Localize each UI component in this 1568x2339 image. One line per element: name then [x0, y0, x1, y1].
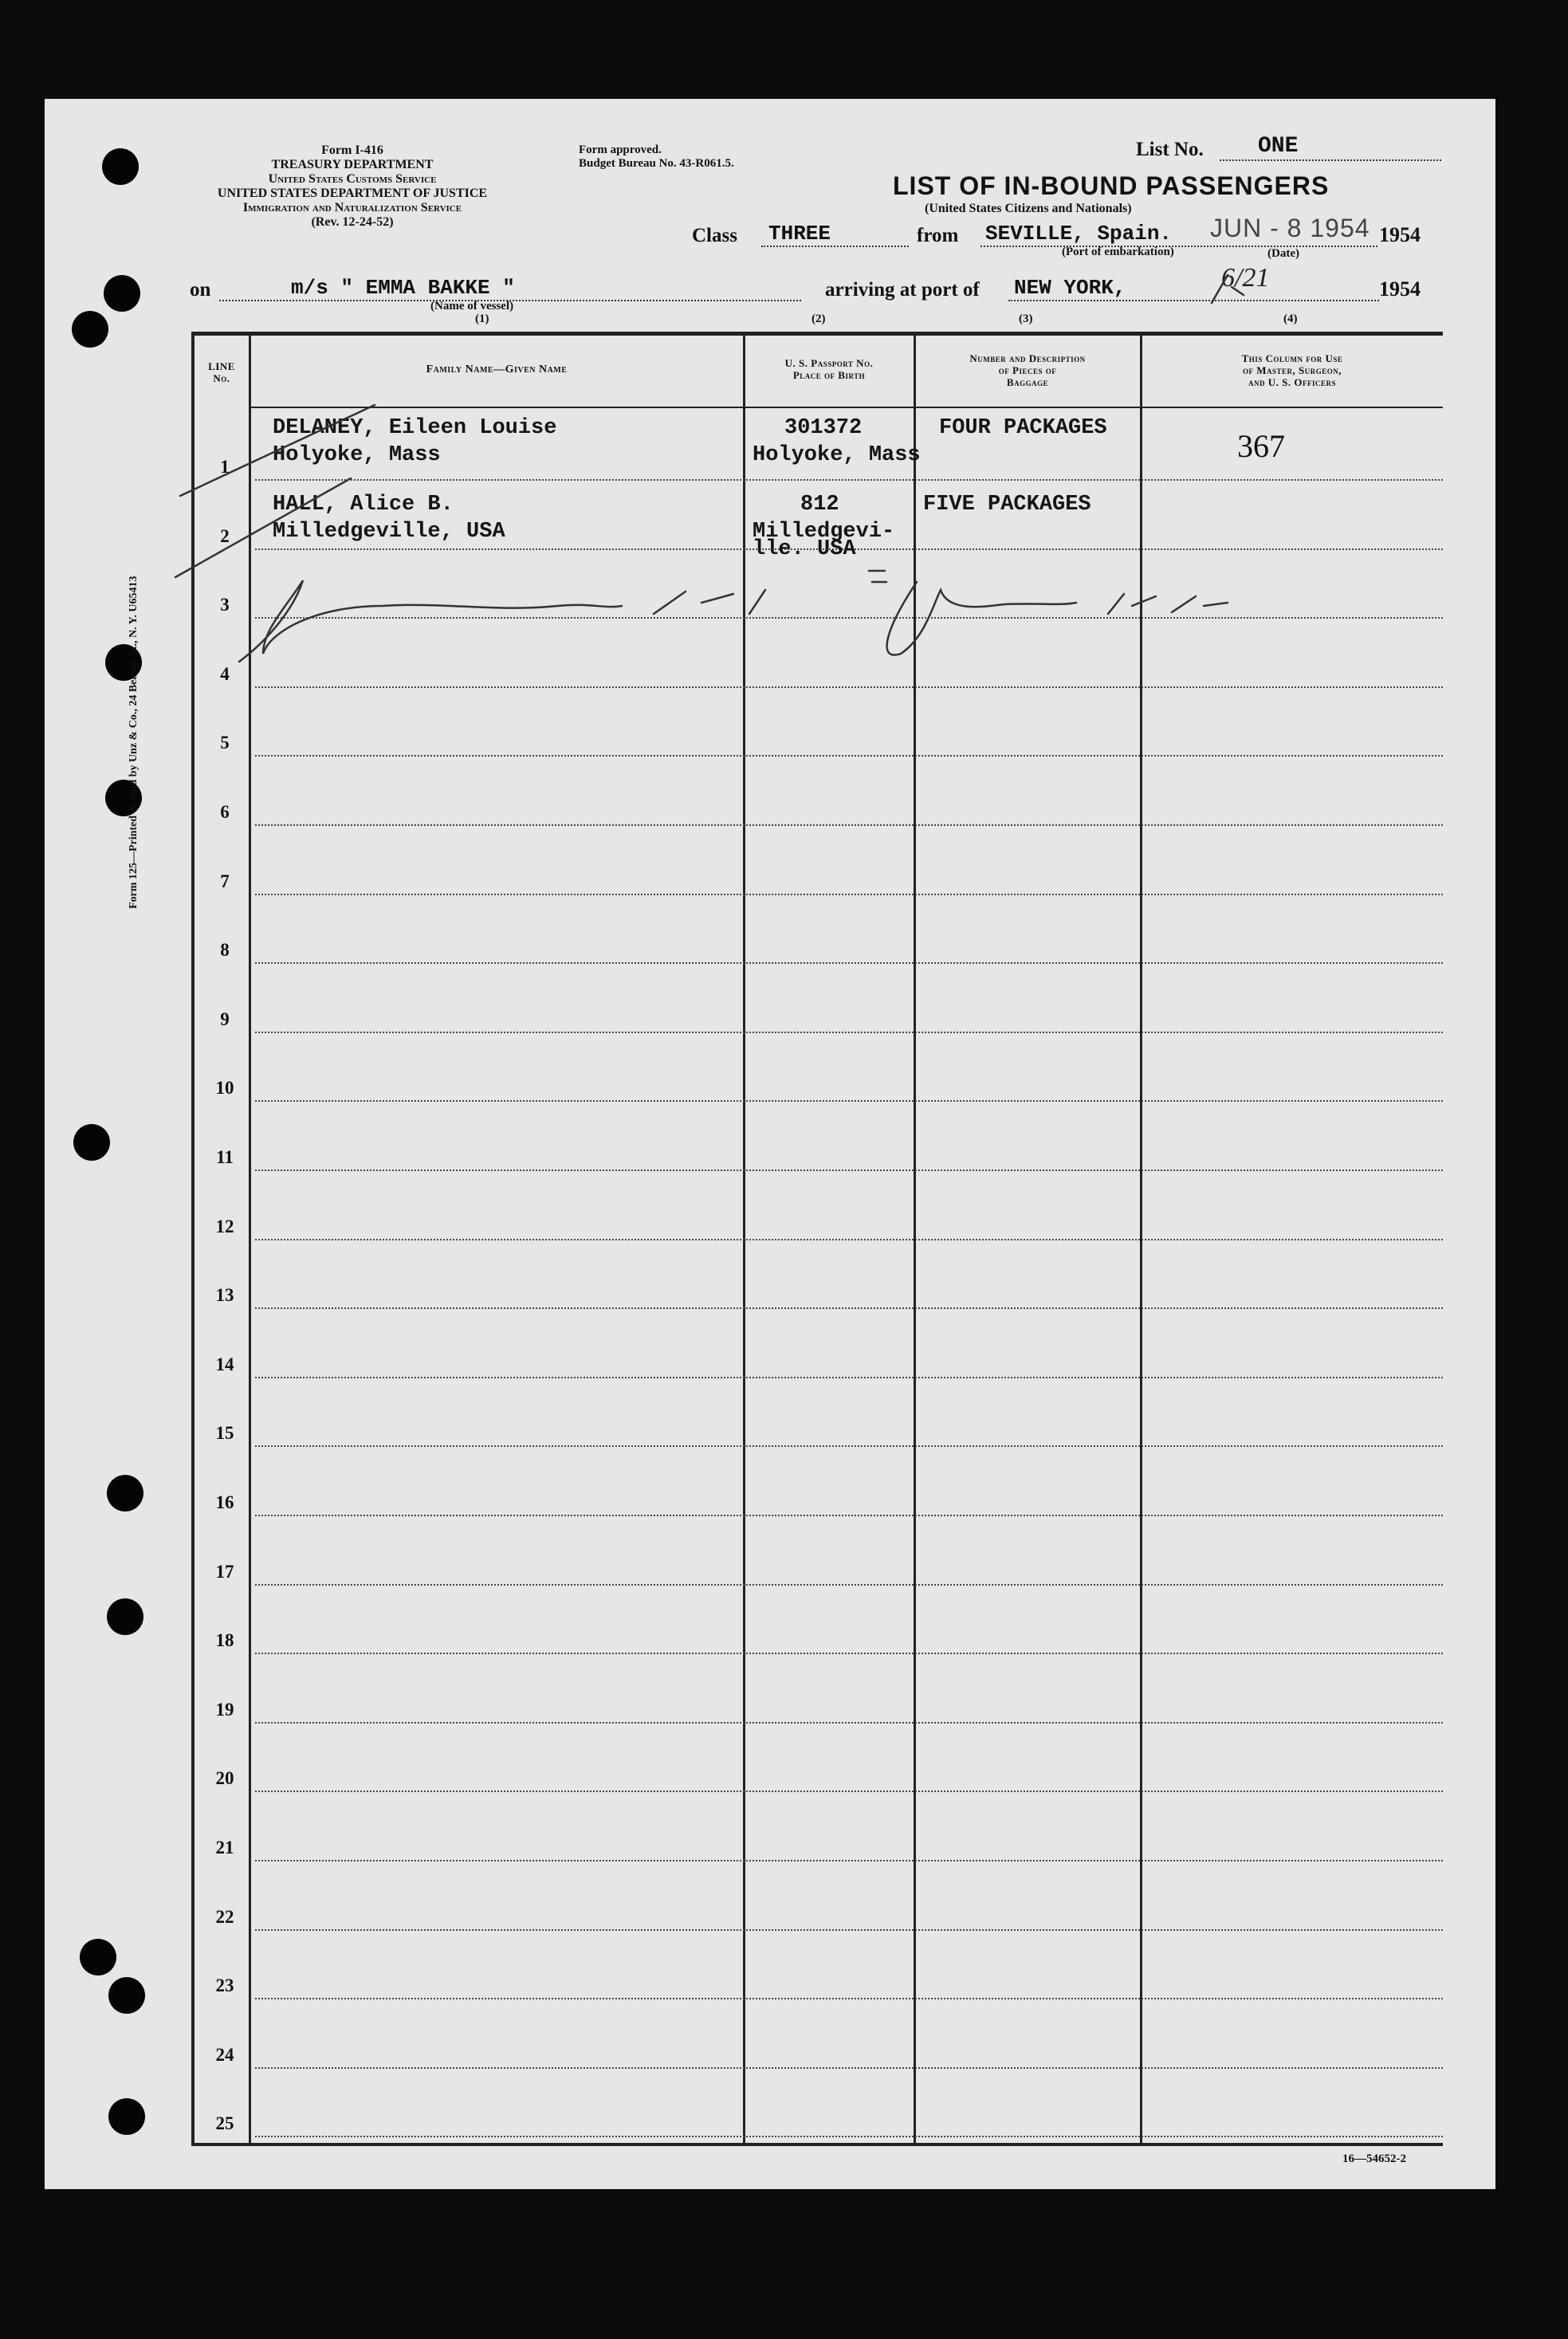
- list-no-label: List No.: [1136, 139, 1204, 160]
- arriving-label: arriving at port of: [825, 279, 980, 301]
- row-2-name-residence: Milledgeville, USA: [273, 520, 505, 544]
- line-number: 3: [220, 595, 230, 615]
- handwritten-fraction: [869, 571, 886, 582]
- line-number: 10: [215, 1078, 234, 1099]
- row-2-name-primary: HALL, Alice B.: [273, 493, 454, 517]
- line-number: 23: [215, 1975, 234, 1996]
- ins-service: Immigration and Naturalization Service: [242, 201, 462, 214]
- treasury-dept: TREASURY DEPARTMENT: [271, 158, 434, 171]
- line-number: 6: [220, 802, 230, 822]
- from-label: from: [917, 225, 959, 246]
- line-number: 22: [215, 1906, 234, 1927]
- col-num-1: (1): [475, 313, 489, 325]
- row-2-passport-no: 812: [800, 493, 839, 517]
- date-stamp: JUN - 8 1954: [1210, 214, 1370, 242]
- line-number: 11: [216, 1147, 234, 1167]
- form-number: Form I-416: [321, 143, 383, 157]
- header-name: Family Name—Given Name: [426, 364, 568, 375]
- revision: (Rev. 12-24-52): [311, 215, 394, 229]
- line-number: 19: [215, 1699, 234, 1720]
- customs-service: United States Customs Service: [268, 172, 437, 186]
- line-number: 9: [220, 1008, 230, 1029]
- header-baggage-3: Baggage: [1006, 376, 1049, 388]
- on-label: on: [190, 279, 211, 301]
- handwritten-date-tail: [1108, 594, 1228, 614]
- header-baggage-2: of Pieces of: [998, 364, 1057, 376]
- handwritten-date: [887, 582, 1076, 655]
- vessel-name: m/s " EMMA BAKKE ": [291, 276, 515, 300]
- class-value: THREE: [768, 222, 831, 246]
- line-number: 7: [220, 871, 230, 891]
- strike-mark-2: [175, 478, 351, 577]
- row-1-passport-no: 301372: [784, 416, 863, 440]
- row-1-baggage: FOUR PACKAGES: [939, 416, 1107, 440]
- line-number: 12: [215, 1216, 234, 1236]
- arrival-date-handwritten: 6/21: [1221, 263, 1270, 293]
- handwritten-initials: [654, 590, 765, 614]
- col-num-3: (3): [1019, 313, 1033, 325]
- signature-scrawl: [239, 580, 622, 662]
- row-1-name-residence: Holyoke, Mass: [273, 443, 441, 467]
- header-officers-2: of Master, Surgeon,: [1242, 364, 1342, 376]
- line-number: 14: [215, 1354, 234, 1374]
- printer-imprint: Form 125—Printed & Sold by Unz & Co., 24 Beaver St., N. Y. U65413: [128, 576, 140, 909]
- footer-form-code: 16—54652-2: [1342, 2152, 1406, 2165]
- col-num-2: (2): [812, 313, 826, 325]
- line-number: 1: [220, 457, 230, 477]
- line-number: 8: [220, 940, 230, 961]
- row-2-birthplace-2: lle. USA: [753, 537, 856, 561]
- date-caption: (Date): [1267, 247, 1299, 260]
- year-2: 1954: [1379, 277, 1421, 301]
- line-number: 4: [220, 663, 230, 684]
- header-line-no-1: LINE: [208, 360, 235, 372]
- row-1-birthplace: Holyoke, Mass: [753, 443, 921, 467]
- row-1-name-primary: DELANEY, Eileen Louise: [273, 416, 557, 440]
- line-number: 13: [215, 1285, 234, 1306]
- line-number: 16: [215, 1492, 234, 1512]
- row-1-officer-number: 367: [1237, 428, 1285, 464]
- header-line-no-2: No.: [213, 372, 230, 384]
- line-number: 20: [215, 1768, 234, 1789]
- header-passport-1: U. S. Passport No.: [784, 357, 874, 369]
- line-number: 21: [215, 1838, 234, 1857]
- arrival-port: NEW YORK,: [1014, 276, 1126, 300]
- list-no-value: ONE: [1258, 134, 1299, 159]
- arrival-date-marks: [1212, 275, 1244, 303]
- justice-dept: UNITED STATES DEPARTMENT OF JUSTICE: [217, 187, 488, 200]
- header-officers-1: This Column for Use: [1241, 352, 1343, 364]
- vessel-caption: (Name of vessel): [430, 300, 514, 313]
- line-number: 15: [215, 1423, 234, 1444]
- page-title: LIST OF IN-BOUND PASSENGERS: [893, 171, 1330, 200]
- line-number: 5: [220, 733, 230, 753]
- line-number: 18: [215, 1630, 234, 1651]
- form-approved: Form approved.: [579, 143, 662, 156]
- from-value: SEVILLE, Spain.: [985, 222, 1173, 246]
- col-num-4: (4): [1283, 313, 1298, 325]
- line-number: 24: [215, 2044, 234, 2065]
- header-passport-2: Place of Birth: [792, 369, 866, 381]
- row-2-birthplace-1: Milledgevi-: [753, 520, 895, 544]
- budget-bureau: Budget Bureau No. 43-R061.5.: [579, 157, 734, 170]
- class-label: Class: [692, 225, 737, 246]
- port-embarkation-caption: (Port of embarkation): [1062, 246, 1174, 258]
- line-number: 25: [215, 2113, 234, 2134]
- header-baggage-1: Number and Description: [969, 352, 1086, 364]
- line-number: 2: [220, 525, 230, 546]
- header-officers-3: and U. S. Officers: [1248, 376, 1336, 388]
- page-subtitle: (United States Citizens and Nationals): [925, 202, 1132, 215]
- row-2-baggage: FIVE PACKAGES: [923, 493, 1091, 517]
- year-1: 1954: [1379, 223, 1421, 246]
- line-number: 17: [215, 1561, 234, 1582]
